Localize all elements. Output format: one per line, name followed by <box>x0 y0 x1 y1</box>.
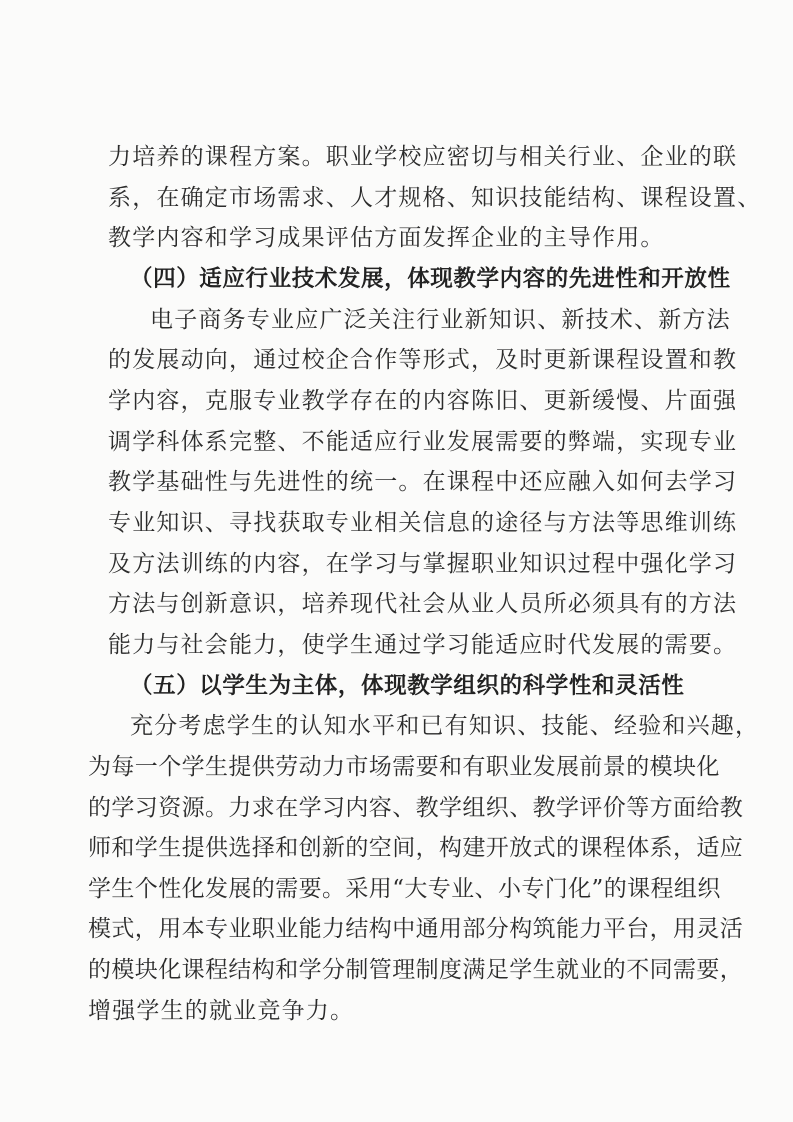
paragraph-line: 充分考虑学生的认知水平和已有知识、技能、经验和兴趣， <box>130 713 760 739</box>
paragraph-line: 的学习资源。力求在学习内容、教学组织、教学评价等方面给教 <box>88 795 744 821</box>
paragraph-line: 调学科体系完整、不能适应行业发展需要的弊端，实现专业 <box>108 429 738 455</box>
paragraph-line: 的模块化课程结构和学分制管理制度满足学生就业的不同需要， <box>88 957 744 983</box>
paragraph-line: 电子商务专业应广泛关注行业新知识、新技术、新方法 <box>150 307 731 333</box>
paragraph-line: 为每一个学生提供劳动力市场需要和有职业发展前景的模块化 <box>88 754 720 780</box>
paragraph-line: 增强学生的就业竞争力。 <box>88 998 355 1024</box>
section-heading-five: （五）以学生为主体，体现教学组织的科学性和灵活性 <box>130 673 685 699</box>
paragraph-line: 及方法训练的内容，在学习与掌握职业知识过程中强化学习 <box>108 551 738 577</box>
paragraph-line: 专业知识、寻找获取专业相关信息的途径与方法等思维训练 <box>108 510 738 536</box>
paragraph-line: 力培养的课程方案。职业学校应密切与相关行业、企业的联 <box>108 144 738 170</box>
paragraph-line: 的发展动向，通过校企合作等形式，及时更新课程设置和教 <box>108 347 738 373</box>
paragraph-line: 能力与社会能力，使学生通过学习能适应时代发展的需要。 <box>108 632 738 658</box>
paragraph-line: 模式，用本专业职业能力结构中通用部分构筑能力平台，用灵活 <box>88 916 744 942</box>
section-heading-four: （四）适应行业技术发展，体现教学内容的先进性和开放性 <box>130 266 731 292</box>
paragraph-line: 方法与创新意识，培养现代社会从业人员所必须具有的方法 <box>108 591 738 617</box>
paragraph-line: 教学基础性与先进性的统一。在课程中还应融入如何去学习 <box>108 469 738 495</box>
paragraph-line: 学内容，克服专业教学存在的内容陈旧、更新缓慢、片面强 <box>108 388 738 414</box>
paragraph-line: 师和学生提供选择和创新的空间，构建开放式的课程体系，适应 <box>88 835 744 861</box>
paragraph-line: 教学内容和学习成果评估方面发挥企业的主导作用。 <box>108 225 665 251</box>
paragraph-line: 系，在确定市场需求、人才规格、知识技能结构、课程设置、 <box>108 185 762 211</box>
paragraph-line: 学生个性化发展的需要。采用“大专业、小专门化”的课程组织 <box>88 876 721 902</box>
